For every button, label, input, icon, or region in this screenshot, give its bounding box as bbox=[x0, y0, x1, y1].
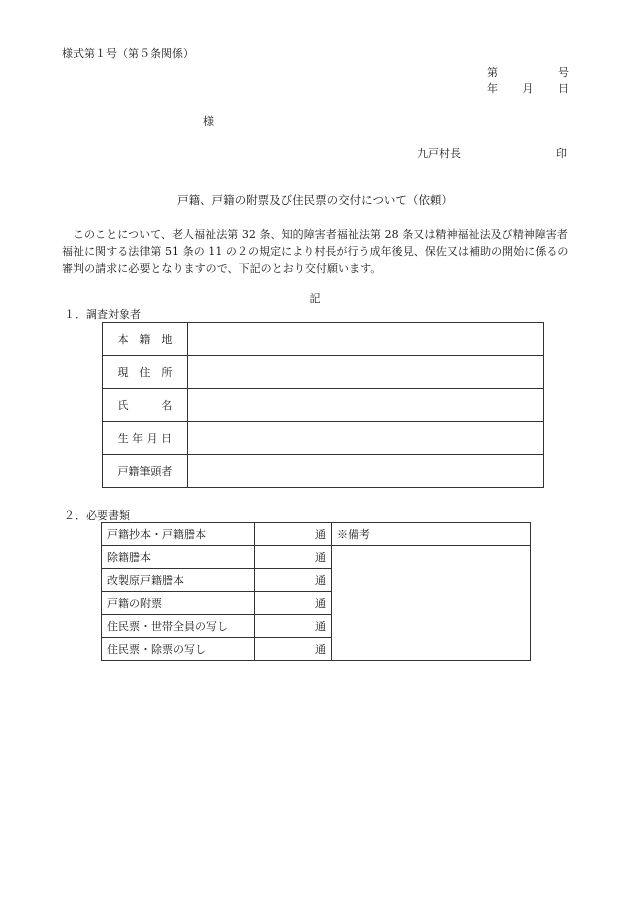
date-day: 日 bbox=[558, 82, 569, 95]
field-value[interactable] bbox=[187, 455, 543, 488]
field-label: 本 籍 地 bbox=[103, 323, 188, 356]
copies-unit[interactable]: 通 bbox=[255, 638, 332, 661]
section1-heading: １．調査対象者 bbox=[64, 308, 141, 321]
copies-unit[interactable]: 通 bbox=[255, 546, 332, 569]
field-value[interactable] bbox=[187, 323, 543, 356]
document-name: 住民票・除票の写し bbox=[102, 638, 255, 661]
number-suffix: 号 bbox=[558, 66, 569, 79]
document-name: 戸籍の附票 bbox=[102, 592, 255, 615]
document-title: 戸籍、戸籍の附票及び住民票の交付について（依頼） bbox=[177, 193, 453, 207]
sender-name: 九戸村長 bbox=[417, 147, 461, 160]
number-prefix: 第 bbox=[487, 66, 498, 79]
table-row bbox=[103, 455, 544, 488]
document-name: 改製原戸籍謄本 bbox=[102, 569, 255, 592]
remarks-area[interactable] bbox=[331, 546, 530, 661]
ki-label: 記 bbox=[309, 292, 321, 305]
field-value[interactable] bbox=[187, 389, 543, 422]
copies-unit[interactable]: 通 bbox=[255, 592, 332, 615]
table-row bbox=[103, 356, 544, 389]
document-number-line bbox=[487, 67, 569, 78]
field-label: 生 年 月 日 bbox=[103, 422, 188, 455]
field-value[interactable] bbox=[187, 356, 543, 389]
body-paragraph: このことについて、老人福祉法第 32 条、知的障害者福祉法第 28 条又は精神福祉法及び精神障害者福祉に関する法律第 51 条の 11 の２の規定により村長が行う成年後見、保佐又は補助の開始に係るの審判の請求に必要となりますので、下記のとおり交付願います。 bbox=[62, 228, 569, 275]
table-row bbox=[102, 523, 531, 546]
document-name: 戸籍抄本・戸籍謄本 bbox=[102, 523, 255, 546]
copies-unit[interactable]: 通 bbox=[255, 615, 332, 638]
document-name: 住民票・世帯全員の写し bbox=[102, 615, 255, 638]
copies-unit[interactable]: 通 bbox=[255, 569, 332, 592]
date-line bbox=[487, 83, 569, 94]
addressee-suffix: 様 bbox=[203, 115, 214, 128]
subject-table bbox=[102, 322, 544, 488]
date-year: 年 bbox=[487, 82, 498, 95]
document-name: 除籍謄本 bbox=[102, 546, 255, 569]
copies-unit[interactable]: 通 bbox=[255, 523, 332, 546]
table-row bbox=[102, 546, 531, 569]
field-label: 現 住 所 bbox=[103, 356, 188, 389]
field-label: 氏 名 bbox=[103, 389, 188, 422]
table-row bbox=[103, 389, 544, 422]
field-value[interactable] bbox=[187, 422, 543, 455]
field-label: 戸籍筆頭者 bbox=[103, 455, 188, 488]
table-row bbox=[103, 323, 544, 356]
date-month: 月 bbox=[522, 82, 534, 95]
remarks-label: ※備考 bbox=[331, 523, 530, 546]
seal-mark: 印 bbox=[556, 147, 567, 160]
documents-table bbox=[101, 522, 531, 661]
table-row bbox=[103, 422, 544, 455]
form-number: 様式第１号（第５条関係） bbox=[62, 47, 194, 60]
section2-heading: ２．必要書類 bbox=[64, 509, 130, 522]
